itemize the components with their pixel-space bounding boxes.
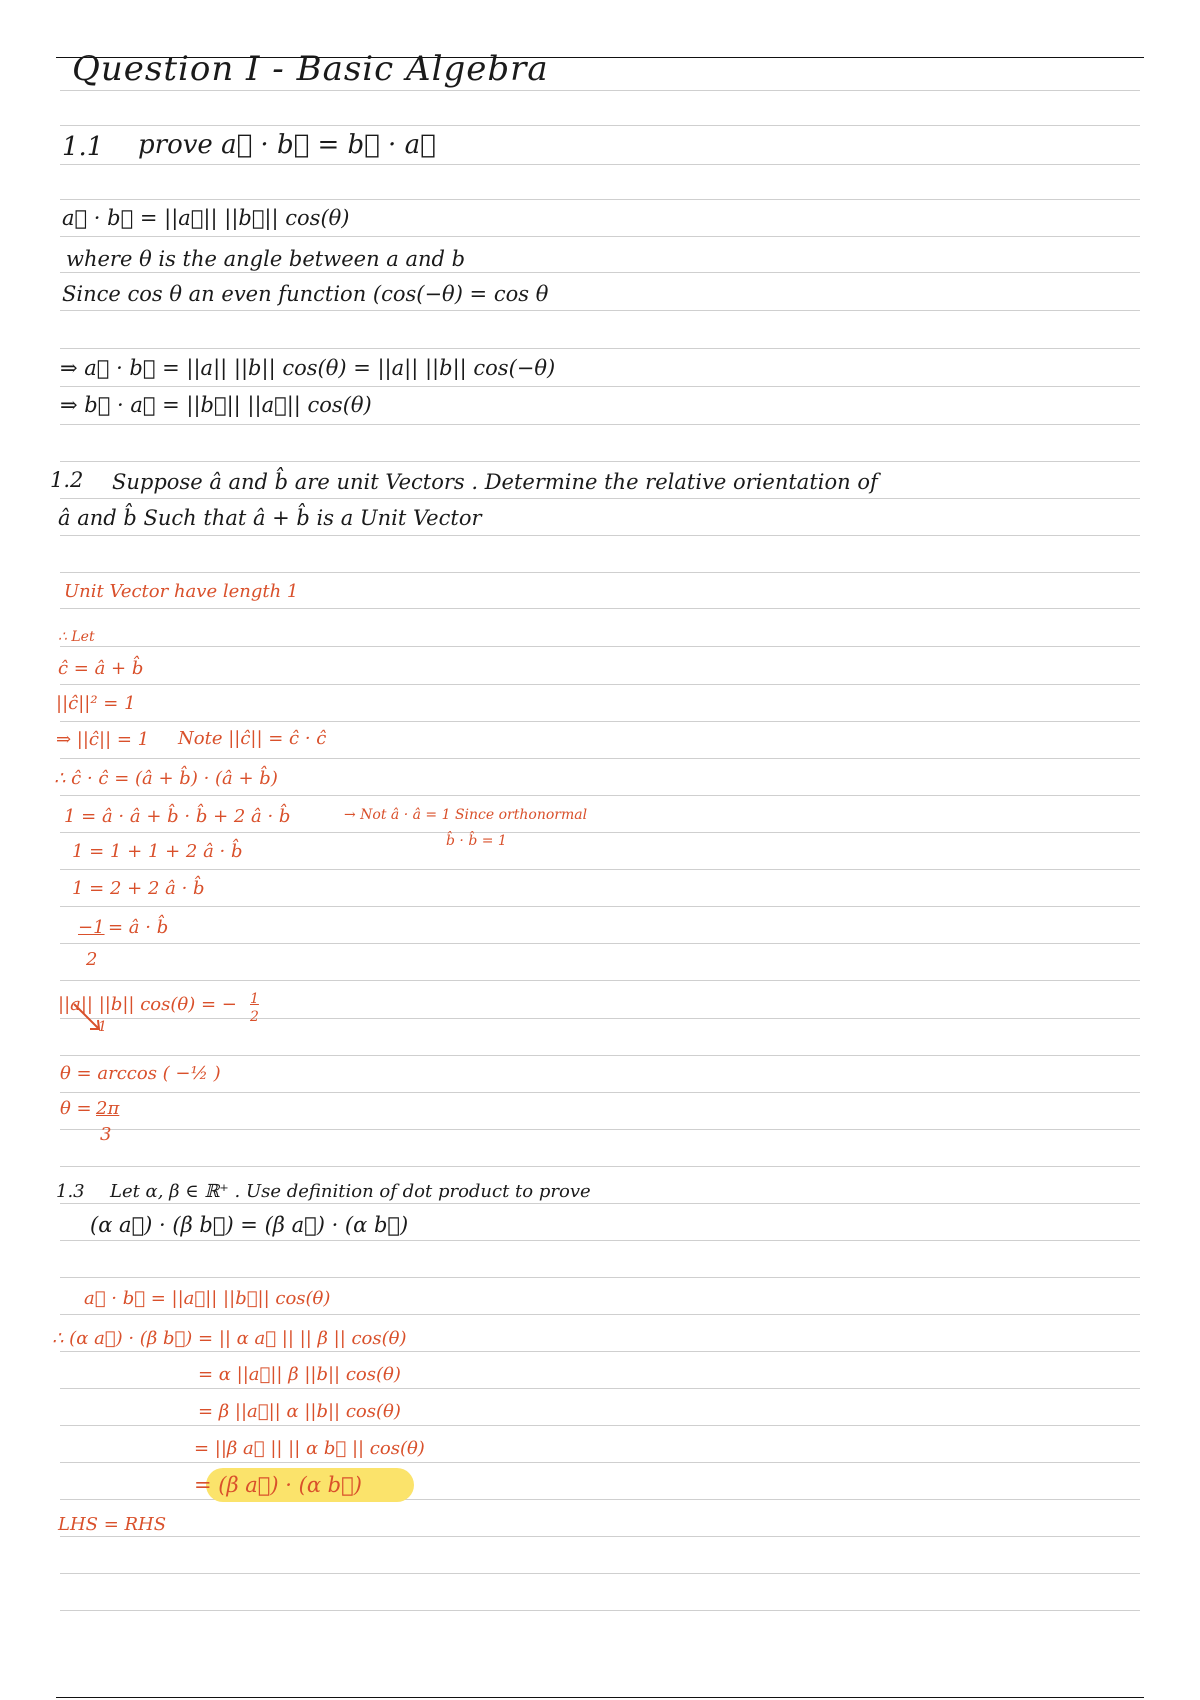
rule bbox=[60, 572, 1140, 573]
rule bbox=[60, 1240, 1140, 1241]
rule bbox=[60, 535, 1140, 536]
rule bbox=[60, 1573, 1140, 1574]
q1-2-dot: ∴ ĉ · ĉ = (â + b̂) · (â + b̂) bbox=[54, 768, 278, 789]
rule bbox=[60, 310, 1140, 311]
q1-3-final-line: = (β a⃗) · (α b⃗) bbox=[194, 1473, 362, 1497]
rule bbox=[60, 646, 1140, 647]
rule bbox=[60, 795, 1140, 796]
q1-2-theta2-lhs: θ = bbox=[60, 1098, 92, 1119]
q1-3-conclusion: LHS = RHS bbox=[58, 1514, 167, 1535]
rule bbox=[60, 758, 1140, 759]
q1-1-line: where θ is the angle between a and b bbox=[66, 247, 466, 271]
rule bbox=[60, 684, 1140, 685]
rule bbox=[60, 943, 1140, 944]
q1-2-intro: Unit Vector have length 1 bbox=[64, 581, 299, 602]
q1-2-theta1: θ = arccos ( −½ ) bbox=[60, 1063, 221, 1084]
rule bbox=[60, 869, 1140, 870]
rule bbox=[60, 721, 1140, 722]
q1-2-step3-rest: = â · b̂ bbox=[108, 917, 169, 938]
q1-2-c-def: ĉ = â + b̂ bbox=[58, 658, 144, 679]
page-title: Question I - Basic Algebra bbox=[72, 49, 549, 89]
rule bbox=[60, 236, 1140, 237]
rule bbox=[60, 90, 1140, 91]
q1-2-expand: 1 = â · â + b̂ · b̂ + 2 â · b̂ bbox=[64, 806, 291, 827]
rule bbox=[60, 498, 1140, 499]
q1-2-note: Note ||ĉ|| = ĉ · ĉ bbox=[178, 728, 327, 749]
q1-3-line: = ||β a⃗ || || α b⃗ || cos(θ) bbox=[194, 1438, 425, 1459]
q1-3-prompt: Let α, β ∈ ℝ⁺ . Use definition of dot product to prove bbox=[110, 1181, 591, 1202]
q1-3-label: 1.3 bbox=[56, 1181, 85, 1202]
q1-3-line: = α ||a⃗|| β ||b|| cos(θ) bbox=[198, 1364, 401, 1385]
q1-2-side-note: → Not â · â = 1 Since orthonormal bbox=[344, 807, 588, 823]
q1-1-line: ⇒ a⃗ · b⃗ = ||a|| ||b|| cos(θ) = ||a|| ||b|| cos(−θ) bbox=[60, 356, 556, 380]
rule bbox=[60, 906, 1140, 907]
rule bbox=[60, 1092, 1140, 1093]
q1-2-label: 1.2 bbox=[50, 468, 84, 492]
bottom-rule bbox=[56, 1697, 1144, 1698]
q1-2-prompt-line1: Suppose â and b̂ are unit Vectors . Determine the relative orientation of bbox=[112, 470, 878, 494]
rule bbox=[60, 1388, 1140, 1389]
q1-2-step1: 1 = 1 + 1 + 2 â · b̂ bbox=[72, 841, 243, 862]
rule bbox=[60, 164, 1140, 165]
rule bbox=[60, 424, 1140, 425]
q1-1-prompt: prove a⃗ · b⃗ = b⃗ · a⃗ bbox=[138, 130, 436, 160]
rule bbox=[60, 1055, 1140, 1056]
q1-2-side-note2: b̂ · b̂ = 1 bbox=[446, 833, 507, 849]
q1-2-theta2-num: 2π bbox=[96, 1098, 120, 1119]
q1-2-prompt-line2: â and b̂ Such that â + b̂ is a Unit Vector bbox=[58, 506, 482, 530]
rule bbox=[60, 1462, 1140, 1463]
rule bbox=[60, 1166, 1140, 1167]
rule bbox=[60, 980, 1140, 981]
rule bbox=[60, 1314, 1140, 1315]
q1-2-step2: 1 = 2 + 2 â · b̂ bbox=[72, 878, 205, 899]
rule bbox=[60, 608, 1140, 609]
rule bbox=[60, 1018, 1140, 1019]
rule bbox=[60, 1129, 1140, 1130]
q1-3-line: ∴ (α a⃗) · (β b⃗) = || α a⃗ || || β || cos(θ) bbox=[52, 1328, 407, 1349]
q1-3-equation: (α a⃗) · (β b⃗) = (β a⃗) · (α b⃗) bbox=[90, 1213, 409, 1237]
q1-2-arrow-val: 1 bbox=[98, 1019, 107, 1035]
rule bbox=[60, 199, 1140, 200]
q1-2-cos-frac-num: 1 bbox=[250, 991, 259, 1007]
rule bbox=[60, 272, 1140, 273]
q1-2-norm: ⇒ ||ĉ|| = 1 bbox=[56, 729, 150, 750]
rule bbox=[60, 348, 1140, 349]
rule bbox=[60, 386, 1140, 387]
q1-1-line: a⃗ · b⃗ = ||a⃗|| ||b⃗|| cos(θ) bbox=[62, 206, 350, 230]
q1-2-step3-num: −1 bbox=[78, 917, 105, 938]
q1-2-let: ∴ Let bbox=[58, 629, 95, 645]
rule bbox=[60, 832, 1140, 833]
rule bbox=[60, 461, 1140, 462]
rule bbox=[60, 1425, 1140, 1426]
q1-1-label: 1.1 bbox=[62, 132, 104, 162]
q1-2-norm-sq: ||ĉ||² = 1 bbox=[56, 693, 136, 714]
q1-1-line: Since cos θ an even function (cos(−θ) = cos θ bbox=[62, 282, 549, 306]
q1-3-line: = β ||a⃗|| α ||b|| cos(θ) bbox=[198, 1401, 401, 1422]
q1-2-cos-frac-den: 2 bbox=[250, 1009, 259, 1025]
rule bbox=[60, 1277, 1140, 1278]
rule bbox=[60, 1536, 1140, 1537]
q1-2-theta2-den: 3 bbox=[100, 1124, 112, 1145]
q1-2-cos-eq: ||a|| ||b|| cos(θ) = − bbox=[58, 994, 237, 1015]
rule bbox=[60, 1351, 1140, 1352]
rule bbox=[60, 1610, 1140, 1611]
q1-2-step3-den: 2 bbox=[86, 949, 98, 970]
rule bbox=[60, 125, 1140, 126]
q1-3-line: a⃗ · b⃗ = ||a⃗|| ||b⃗|| cos(θ) bbox=[84, 1288, 331, 1309]
q1-1-line: ⇒ b⃗ · a⃗ = ||b⃗|| ||a⃗|| cos(θ) bbox=[60, 393, 372, 417]
rule bbox=[60, 1203, 1140, 1204]
